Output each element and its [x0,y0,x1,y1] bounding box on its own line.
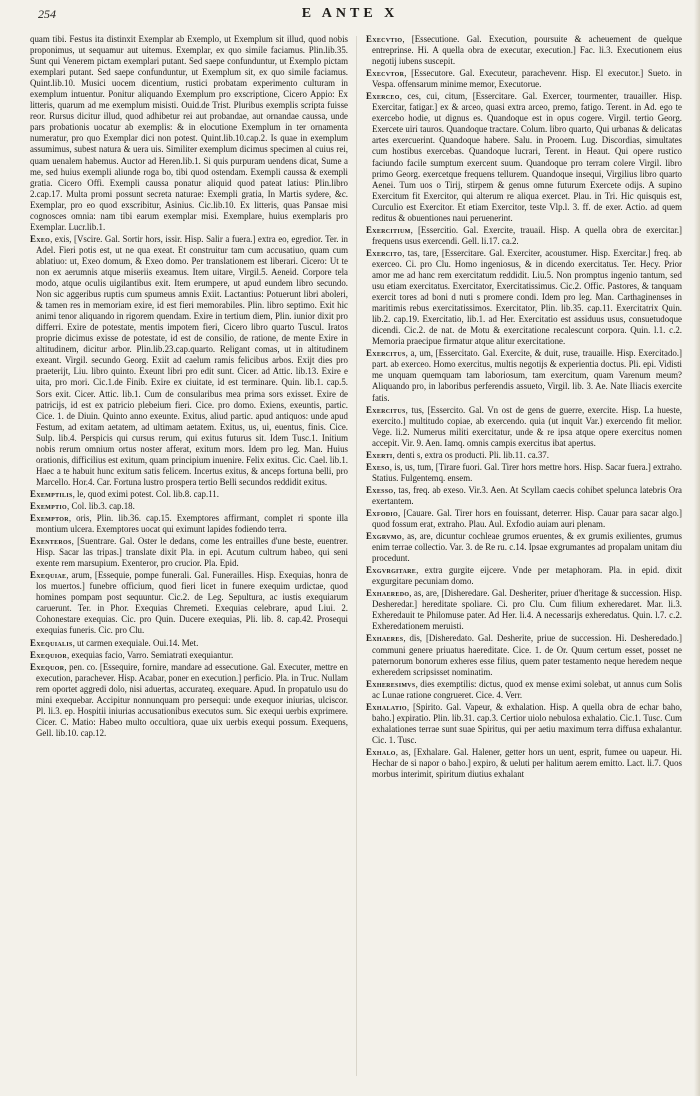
entry-lemma: Exhaeredo [366,588,410,599]
entry-lemma: Exerti [366,449,393,460]
entry-text: , exis, [Vscire. Gal. Sortir hors, issir. Hisp. Salir a fuera.] extra eo, egredior. Ter. in Adel. Fieri potis est, ut ne qua exeat. Et construitur tam cum accusatiuo, quam cum ablatiuo: ut, Exeo domum, & Exeo domo. Per translationem est liberari. Cicero: Ut te non ex aerumnis atque miseriis exeamus. Item uitare, Virgil.5. Aeneid. Corpore tela modo, atque oculis uigilantibus exit. Item erumpere, ut apud eundem libro secundo. Non sic aggeribus ruptis cum spumeus amnis Exiit. Lactantius: Potuerunt libri aboleri, & tamen res in memoriam exire, id est fieri memorabiles. Plin. libro septimo. Exit hic animi tenor aliquando in rigorem quendam. Exire in tertium diem, Plin. iunior dixit pro differri. Exire de potestate, mentis impotem fieri, Cicero libro quarto Tuscul. Iratos proprie dicimus exisse de potestate, id est de consilio, de ratione, de mente Exire in altitudinem, dicitur arbor. Plin.lib.23.cap.quarto. Religant comas, ut in altitudinem exeant. Virgil. secundo Georg. Exiit ad caelum ramis felicibus arbos. Exijt dies pro praeterijt, Liu. libro quinto. Exeunt libri pro edit sunt. Cicer. ad Attic. lib.13. Exire e uita, pro mori. Cic.1.de Finib. Exire ex ciuitate, id est terminare. Quin. lib.1. cap.5. Sors exit. Cicer. Attic. lib.1. Cum de consularibus mea prima sors exisset. Exire de patricijs, id est ex patricio plebeium fieri. Cice. pro domo. Exiens, exeuntis, partic. Cice. 1. de Diuin. Quinto anno exeunte. Exitus, aliud partic. apud antiquos: unde apud Festum, ad exitam aetatem, ad ultimam aetatem. Exitus, us, ui, euentus, finis. Cice. Sulp. lib.4. Perspicis qui cursus rerum, qui exitus futurus sit. Idem Tusc.1. Initium nobis rerum omnium ortus noster afferat, exitum mors. Idem pro leg. Man. Huius orationis, difficilius est exitum, quam principium inuenire. Felix exitus. Cic. Cael. lib.1. Haec a te habuit hunc exitum satis felicem. Incertus exitus, & anceps fortuna belli, pro Marcello. Hor.4. Car. Fortuna lustro prospera tertio Belli secundos reddidit exitus. [36,233,348,487]
entry-lemma: Exeso [366,461,390,472]
page-heading: E ANTE X [301,6,399,21]
left-column [30,34,348,1084]
entry-text: , tus, [Essercito. Gal. Vn ost de gens de guerre, exercite. Hisp. La hueste, exercito.] multitudo copiae, ab exercendo. quia (ut inquit Var.) exercendo fit melior. Vege. li.2. Numerus militi exercitatur, unde & re ipsa atque opere exercitus nomen accepit. Vir. 9. Aen. Iamq. omnis campis exercitus ibat apertus. [372,404,682,448]
dictionary-entry [30,34,348,233]
dictionary-entry [366,68,682,90]
entry-lemma: Exercitus [366,348,406,359]
right-column [366,34,682,1084]
entry-text: , [Suentrare. Gal. Oster le dedans, come les entrailles d'une beste, euentrer. Hisp. Sacar las tripas.] translate dixit Pla. in epi. Acutum cultrum habeo, qui seni exente rem marsupium. Exenteror, pro crucior. Pla. Epid. [36,536,348,569]
entry-text: , as, [Exhalare. Gal. Halener, getter hors un uent, esprit, fumee ou uapeur. Hi. Hechar de si napor o baho.] expiro, & ueluti per halitum aerem emitto. Lact. li.7. Quos morbus interimit, spiritum diutius exhalant [372,746,682,780]
entry-text: , ut carmen exequiale. Oui.14. Met. [72,637,199,648]
dictionary-entry [366,462,682,484]
dictionary-entry [30,501,348,512]
entry-lemma: Exfodio [366,507,399,518]
entry-lemma: Exemptor [30,513,69,524]
entry-text: , [Spirito. Gal. Vapeur, & exhalation. Hisp. A quella obra de echar baho, baho.] expiratio. Plin. lib.31. cap.3. Certior uiolo nebulosa exhalatio. Cic.1. Tusc. Cum exhalationes terrae sunt suae Spiritus, qui per aetiu maximum terra diffusa exhalantur. Cic. 1. Tusc. [372,701,682,745]
entry-lemma: Exgrvmo [366,531,402,542]
entry-text: , dis, [Disheredato. Gal. Desherite, priue de succession. Hi. Desheredado.] communi genere priuatus haereditate. Cice. 1. de Or. Quum certum esset, posset ne paternorum bonorum exheres esse filius, quem pater testamento neque heredem neque exheredem scripsisset nominatim. [372,633,682,677]
dictionary-entry [366,405,682,449]
entry-text: , is, us, tum, [Tirare fuori. Gal. Tirer hors mettre hors. Hisp. Sacar fuera.] extraho. Statius. Fulgentemq. ensem. [372,461,682,483]
entry-text: , [Essecutione. Gal. Execution, poursuite & acheuement de quelque entreprinse. Hi. A quella obra de executar, execution.] Fac. li.3. Executionem eius negotij iubens suscepit. [372,34,682,67]
entry-lemma: Execvtio [366,34,403,44]
entry-lemma: Exeo [30,233,51,244]
dictionary-entry [30,662,348,739]
entry-lemma: Exhaeres [366,633,404,644]
entry-text: , a, um, [Essercitato. Gal. Exercite, & duit, ruse, trauaille. Hisp. Exercitado.] part. ab exerceo. Homo exercitus, multis negotijs & experientia doctus. Pli. epi. Vidisti me unquam quemquam tam laboriosum, tam exercitum, quam Varenum meum? Aliquando pro, in laboribus perferendis assueto, Virgil. lib. 3. Ae. Nate Iliacis exercite fatis. [372,348,682,403]
entry-text: , tas, freq. ab exeso. Vir.3. Aen. At Scyllam caecis cohibet spelunca latebris Ora exertantem. [372,484,682,506]
entry-lemma: Exheresimvs [366,678,416,689]
entry-text: , [Essercitio. Gal. Exercite, trauail. Hisp. A quella obra de exercitar.] frequens usus exercendi. Gell. li.17. ca.2. [372,224,682,246]
entry-text: , le, quod eximi potest. Col. lib.8. cap.11. [72,488,219,499]
entry-lemma: Exhalatio [366,701,407,712]
dictionary-entry [366,248,682,347]
entry-lemma: Exercito [366,247,403,258]
dictionary-entry [366,450,682,461]
dictionary-entry [30,638,348,649]
dictionary-entry [30,234,348,488]
dictionary-entry [30,570,348,636]
dictionary-entry [366,91,682,224]
entry-text: quam tibi. Festus ita distinxit Exemplar ab Exemplo, ut Exemplum sit illud, quod nobis proponimus, ut sequamur aut uitemus. Exemplar, ex quo simile faciamus. Plin.lib.35. Sunt qui Venerem pictam exemplari putant. Sed saepe confunduntur, ut Exemplo pictam exemplari putant. Sed saepe confunduntur, ut Exemplum sit, ex quo simile faciamus. Quint.lib.10. Musici uocem dicentium, rustici probatam experimento culturam in exemplum intuentur. Ponitur aliquando Exemplum pro exscriptione, Cicero Appio: Ex litteris, quarum ad me exemplum misisti. Ouid.de Trist. Pluribus exemplis scripta fuisse reor. Rursus dicitur illud, quod adhibetur rei aut probandae, aut ornandae caussa, unde pars probationis uocatur ab exemplis: & in elocutione Exemplum in ter ornamenta numeratur, pro quo Exemplar dici non potest. Quint.lib.10.cap.2. Is quae in exemplum assumimus, subest natura & uera uis. Similiter exemplum dicimus specimen al cuius rei, quam uenalem habemus. Auctor ad Heren.lib.1. Si quis purpuram uendens dicat, Sume a me, sed huius exempli aliunde roga bo, tibi quod ostendam. Exempli caussa & exempli gratia. Cicero Offi. Exempli caussa ponatur aliquid quod pateat latius: Plin.libro 2.cap.17. Multa promi possunt secreta naturae: Exempli gratia, In Martis sydere, &c. Exemplar, pro eo quod exscribitur, Asinius. Cic.lib.10. Ex litteris, quas Pansae misi cognosces omnia: nam tibi earum exemplar misi. Exemplare, huius exemplaris pro Exemplar. Lucr.lib.1. [30,34,348,232]
running-head [0,0,700,30]
dictionary-entry [30,650,348,661]
entry-lemma: Exequialis [30,637,73,648]
entry-text: , tas, tare, [Essercitare. Gal. Exerciter, acoustumer. Hisp. Exercitar.] freq. ab exerceo. Ci. pro Clu. Homo ingeniosus, & in dicendo exercitatus. Ter. Hecy. Prior amor me ad hanc rem exercitatum reddidit. Liu.5. Non promptus ingenio tantum, sed usu etiam exercitatus. Exercitator, Exercitatissimus. Cic.2. Offic. Pastores, & tanquam exercit tores ad boni d nuti s promere condi. Idem pro leg. Man. Carthaginenses in maritimis rebus exercitatissimos. Exercitator, Plin. lib.35. cap.11. Exercitatrix Quin. lib.2. cap.19. Exercitatio, lib.1. ad Her. Exercitatio est assiduus usus, consuetudoque dicendi. Cic.2. de nat. de Motu & exercitatione recalescunt corpora. Quin. l.1. c.2. Memoria praecipue firmatur atque alitur exercitatione. [372,247,682,347]
entry-lemma: Exesso [366,484,394,495]
dictionary-entry [366,485,682,507]
dictionary-entry [366,702,682,746]
entry-text: , as, are, [Disheredare. Gal. Desheriter, priuer d'heritage & succession. Hisp. Desheredar.] hereditate spoliare. Ci. pro Clu. Cum filium exheredaret. Mar. li.3. Exheredauit te Philomuse pater. Ad Her. li.4. A necessarijs exheredatus. Quin. l.7. c.2. Exheredationem meruisti. [372,588,682,632]
entry-text: , arum, [Essequie, pompe funerali. Gal. Funerailles. Hisp. Exequias, honra de los muertos.] funebre officium, quod fieri licet in funere exequim urdictae, quod homines pompam post sequuntur. Cic.2. de Leg. Sepultura, ac iustis exequiarum caruerunt. Ter. in Phor. Exequias Chremeti. Exequias celebrare, apud Liui. 2. Cohonestare exequias. Cic. pro Quin. Ducere exequias, Pli. lib. 8. cap.42. Prosequi exequias funeris. Cic. pro Clu. [36,570,348,636]
dictionary-entry [366,565,682,587]
dictionary-entry [30,489,348,500]
dictionary-entry [366,588,682,632]
dictionary-entry [366,225,682,247]
entry-lemma: Execvtor [366,68,405,79]
entry-text: , denti s, extra os producti. Pli. lib.11. ca.37. [392,449,549,460]
entry-lemma: Exequior [30,649,67,660]
dictionary-entry [366,508,682,530]
dictionary-entry [366,747,682,780]
entry-lemma: Exequor [30,661,65,672]
entry-lemma: Exemptilis [30,488,73,499]
entry-text: , [Cauare. Gal. Tirer hors en fouissant, deterrer. Hisp. Cauar para sacar algo.] quod fossum erat, extraho. Plau. Aul. Exfodio auiam auri plenam. [372,507,682,530]
entry-text: , dies exemptilis: dictus, quod ex mense eximi solebat, ut annus cum Solis ac Lunae ratione congrueret. Cice. 4. Verr. [372,678,682,700]
entry-lemma: Exhalo [366,746,396,757]
entry-text: , exequias facio, Varro. Semiatrati exequiantur. [67,649,234,660]
entry-lemma: Exemptio [30,500,67,511]
entry-text: , Col. lib.3. cap.18. [67,500,135,511]
entry-lemma: Exercitus [366,404,406,415]
dictionary-entry [366,348,682,403]
page-edge-shadow [694,0,700,1096]
dictionary-entry [366,633,682,677]
entry-lemma: Exenteros [30,536,72,547]
dictionary-entry [30,513,348,535]
column-gutter [356,36,357,1076]
entry-lemma: Exequiae [30,570,67,581]
entry-text: , extra gurgite eijcere. Vnde per metaphoram. Pla. in epid. dixit exgurgitare pecuniam domo. [372,565,682,587]
entry-lemma: Exercitium [366,224,411,235]
entry-text: , pen. co. [Essequire, fornire, mandare ad essecutione. Gal. Executer, mettre en execution, parachever. Hisp. Acabar, poner en execution.] perficio. Pla. in Truc. Nullam rem oportet aggredi dolo, nisi aduertas, accurateq. exequare. Apud. In propatulo usu do mini exequebar. Accipitur nonnunquam pro persequi: unde exequor iniurias, ulciscor. Pl. li.3. ep. Hospitii iniurias accusationibus executos sum. Sic exequi uerbis exprimere. Cicer. C. Matio: Habeo multo occultiora, quae uix uerbis exequi possum. Exequens, Gell. lib.10. cap.12. [36,661,348,738]
entry-text: , ces, cui, citum, [Essercitare. Gal. Exercer, tourmenter, trauailler. Hisp. Exercitar, fatigar.] ex & arceo, quasi extra arceo, premo, fatigo. Terent. in Ad. ego te exercebo hodie, ut dignus es. Quandoque est in opus cogere. Virgil. tertio Georg. Exercete uiri tauros. Quandoque tractare. Colum. libro quarto, Qui urbanas & delicatas artes exercuerint. Quandoque habere. Salu. in Prooem. Lug. Discordias, simultates cum hostibus exercebas. Quandoque lucrari, Terent. in Heaut. Qui opere rustico faciundo facile sumptum exercent suum. Quandoque pro terram colere Virgil. libro primo Georg. exercetque frequens tellurem. Quandoque insequi, Virgilius libro quarto Aenei. Tum uos o Tirij, stirpem & genus omne futurum Exercete odijs. A supino Exercitum fit Exercitor, qui alterum re aliqua exercet. Plau. in Tri. Hic quisquis est, Curculio est Exercitor. Et etiam Exercitor, teste Vlp.l. 3. ff. de exer. Actio. ad quem reditus & obuentiones naui peruenerint. [372,91,682,223]
dictionary-entry [366,34,682,67]
entry-text: , as, are, dicuntur cochleae grumos eruentes, & ex grumis exilientes, grumus enim terrae collectio. Var. 3. de Re ru. c.14. Ipsae exgrumantes ad propalam unitam diu procedunt. [372,531,682,564]
entry-text: , oris, Plin. lib.36. cap.15. Exemptores affirmant, complet ri sponte illa montium ulcera. Exemptores uocat qui eximunt lapides fodiendo terra. [36,513,348,535]
page-number: 254 [38,7,56,21]
entry-text: , [Essecutore. Gal. Executeur, parachevenr. Hisp. El executor.] Sueto. in Vespa. offensarum minime memor, Executorue. [372,68,682,90]
dictionary-entry [30,536,348,569]
entry-lemma: Exgvrgitare [366,565,417,576]
dictionary-entry [366,679,682,701]
dictionary-entry [366,531,682,564]
entry-lemma: Exerceo [366,91,400,102]
